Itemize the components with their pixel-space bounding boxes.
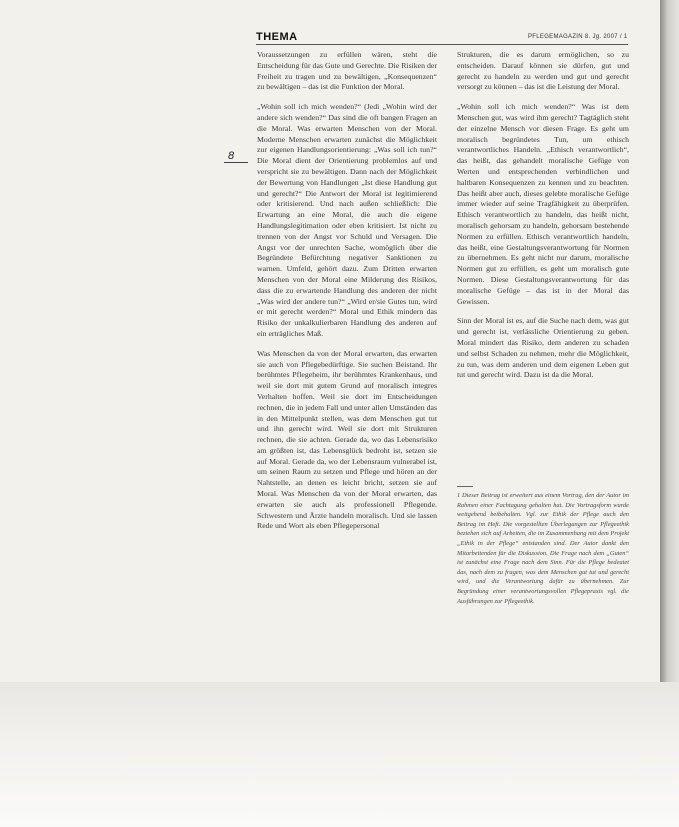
header-rule bbox=[256, 44, 628, 45]
paragraph: Was Menschen da von der Moral erwarten, das erwarten sie auch von Pflegebedürftige. Sie suchen Beistand. Ihr berühmtes Pflegeheim, ihr berühmtes Krankenhaus, und weil sie dort mit gutem Grund auf moralisch integres Verhalten hoffen. Weil sie dort im Entscheidungen rechnen, die in jedem Fall und unter allen Umständen das in den Mittelpunkt stellen, was dem Menschen gut tut und ihn gerecht wird. Weil sie dort mit Strukturen rechnen, die sie achten. Gerade da, wo das Lebensrisiko am größten ist, das Lebensglück bedroht ist, setzen sie auf Moral. Gerade da, wo der Lebensraum vulnerabel ist, um seinen Raum zu setzen und Pflege und hören an der Nahtstelle, an denen es leicht bricht, setzen sie auf Moral. Was Menschen da von der Moral erwarten, das erwarten sie auch als professionell Pflegende. Schwestern und Ärzte handeln moralisch. Und sie lassen Rede und Wort als eben Pflegepersonal bbox=[257, 348, 437, 531]
paragraph: Sinn der Moral ist es, auf die Suche nach dem, was gut und gerecht ist, verlässliche Orientierung zu geben. Moral mindert das Risiko, dem anderen zu schaden und selbst Schaden zu nehmen, mehr die Möglichkeit, zu tun, was dem anderen und dem eigenen Leben gut tut und gerecht wird. Dazu ist da die Moral. bbox=[457, 316, 629, 380]
magazine-issue: PFLEGEMAGAZIN 8. Jg. 2007 / 1 bbox=[528, 34, 628, 40]
footnote-text: 1 Dieser Beitrag ist erweitert aus einem Vortrag, den der Autor im Rahmen einer Fachtagung gehalten hat. Die Vortragsform wurde weitgehend beibehalten. Vgl. zur Ethik der Pflege auch den Beitrag im Heft. Die vorgestellten Überlegungen zur Pflegeethik beziehen sich auf Arbeiten, die im Zusammenhang mit dem Projekt „Ethik in der Pflege“ entstanden sind. Der Autor dankt den Mitarbeitenden für die Diskussion. Die Frage nach dem „Guten“ ist zunächst eine Frage nach dem Sinn. Für die Pflege bedeutet das, nach dem zu fragen, was dem Menschen gut tut und gerecht wird, und die Verantwortung dafür zu übernehmen. Zur Begründung einer verantwortungsvollen Pflegepraxis vgl. die Ausführungen zur Pflegeethik. bbox=[457, 492, 629, 605]
scan-background bbox=[0, 682, 679, 827]
paragraph: „Wohin soll ich mich wenden?“ Was ist dem Menschen gut, was wird ihm gerecht? Tagtäglich steht der einzelne Mensch vor diesen Frage. Es geht um moralisch begründetes Tun, um ethisch verantwortliches Handeln. „Ethisch verantwortlich“, das heißt, das gehandelt moralische Gefüge von Werten und entsprechenden verbindlichen und haltbaren Konsequenzen zu kennen und zu beachten. Das heißt aber auch, dieses gelebte moralische Gefüge immer wieder auf seine Tragfähigkeit zu überprüfen. Ethisch verantwortlich zu handeln, das heißt nicht, moralisch gehorsam zu handeln, gehorsam bestehende Normen zu erfüllen. Ethisch verantwortlich handeln, das heißt, eine Gestaltungsverantwortung für Normen zu übernehmen. Es geht nicht nur darum, moralische Normen gut zu erfüllen, es geht um moralisch gute Normen. Diese Gestaltungsverantwortung für das moralische Gefüge – das ist in der Moral das Gewissen. bbox=[457, 102, 629, 306]
paragraph: Strukturen, die es darum ermöglichen, so zu entscheiden. Darauf können sie dürfen, gut und gerecht zu handeln zu werden und gut und gerecht versorgt zu können – das ist die Leistung der Moral. bbox=[457, 50, 629, 92]
footnotes bbox=[457, 486, 629, 606]
page-edge-shadow bbox=[660, 0, 679, 682]
left-column bbox=[257, 50, 437, 541]
footnote-rule bbox=[457, 486, 473, 487]
section-title: THEMA bbox=[256, 31, 298, 43]
page-number-rule bbox=[224, 162, 248, 163]
page-number: 8 bbox=[228, 150, 235, 162]
paragraph: „Wohin soll ich mich wenden?“ (Jedi „Wohin wird der andere sich wenden?“ Das sind die oft bangen Fragen an die Moral. Was erwarten Menschen von der Moral. Moderne Menschen erwarten zunächst die Möglichkeit zur eigenen Handlungsorientierung: „Was soll ich tun?“ Die Moral dient der Orientierung problemlos auf und verspricht sie zu bewältigen. Dann nach der Möglichkeit der Bewertung von Handlungen „Ist diese Handlung gut und gerecht?“ Die Antwort der Moral ist legitimierend oder kritisierend. Und nach außen schließlich: Die Erwartung an eine Moral, die auch die eigene Handlungslegitimation oder eben kritisiert. Ist nicht zu trennen von der Angst vor Schuld und Versagen. Die Angst vor der unrechten Sache, womöglich über die Begründete Befürchtung negativer Sanktionen zu warnen. Umfeld, gehört dazu. Zum Dritten erwarten Menschen von der Moral eine Milderung des Risikos, dass die zu erwartende Handlung des anderen der nicht „Was wird der andere tun?“ „Wird er/sie Gutes tun, wird er mit gerecht werden?“ Moral und Ethik mindern das Risiko der unkalkulierbaren Handlung des anderen auf ein erträgliches Maß. bbox=[257, 102, 437, 338]
paragraph: Voraussetzungen zu erfüllen wären, steht die Entscheidung für das Gute und Gerechte. Die Risiken der Freiheit zu tragen und zu bewältigen, „Konsequenzen“ zu bewältigen – das ist die Funktion der Moral. bbox=[257, 50, 437, 92]
right-column bbox=[457, 50, 629, 390]
